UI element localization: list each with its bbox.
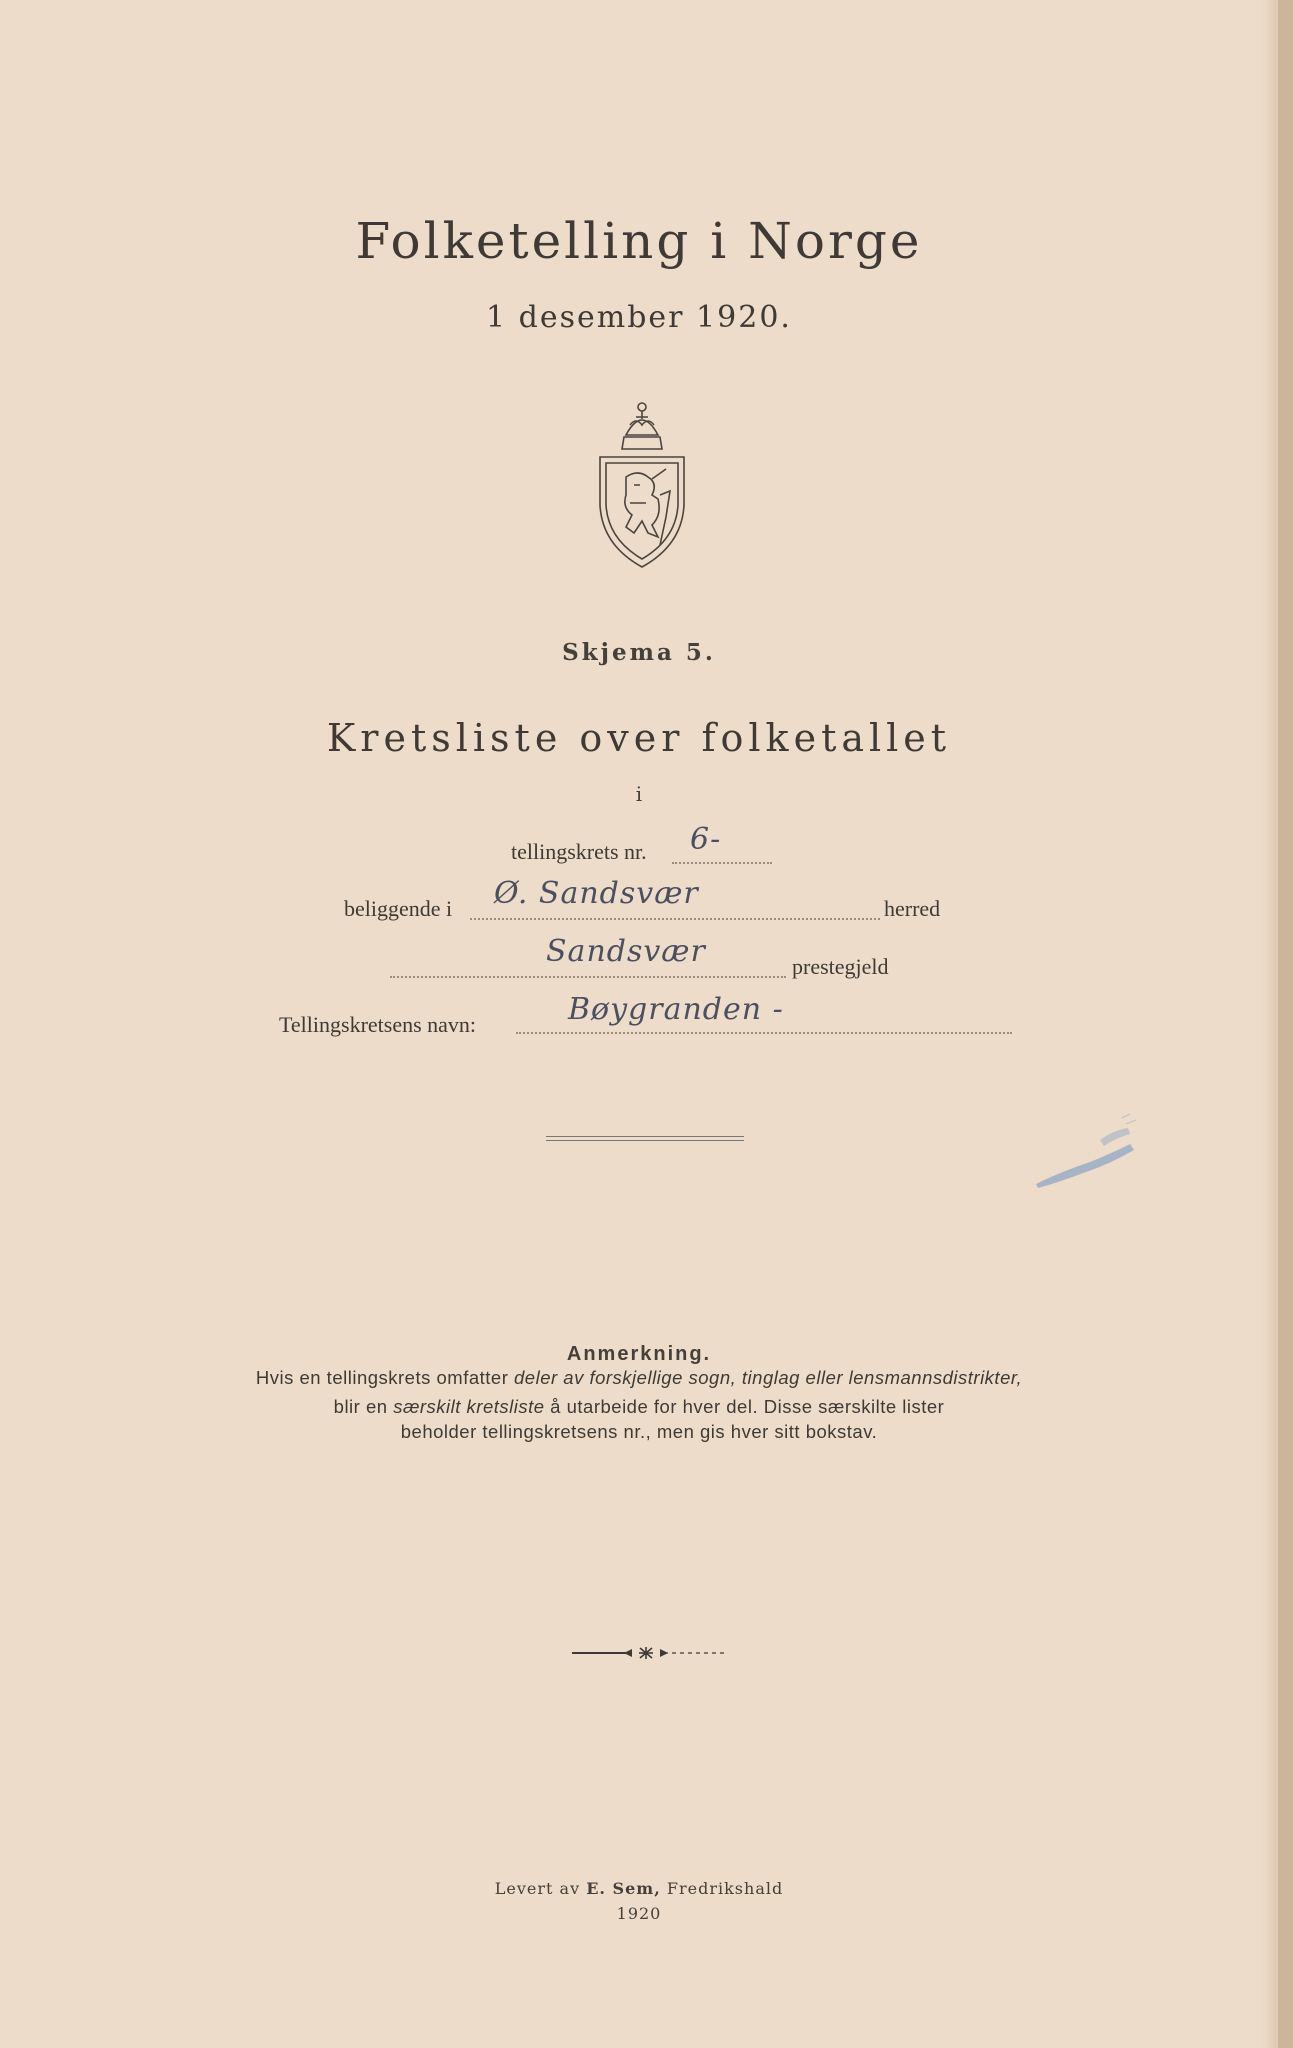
printer-prefix: Levert av bbox=[494, 1879, 587, 1898]
printer-year: 1920 bbox=[616, 1904, 662, 1923]
note-line-1-text: Hvis en tellingskrets omfatter bbox=[255, 1367, 515, 1388]
divider-bottom bbox=[546, 1140, 744, 1141]
census-date: 1 desember 1920. bbox=[486, 300, 792, 335]
printer-place: Fredrikshald bbox=[660, 1879, 784, 1898]
district-name-value[interactable]: Bøygranden - bbox=[568, 992, 784, 1027]
parish-value[interactable]: Sandsvær bbox=[546, 934, 706, 969]
note-title: Anmerkning. bbox=[566, 1343, 712, 1365]
note-line-2-emphasis: særskilt kretsliste bbox=[393, 1396, 545, 1417]
heading-conjunction: i bbox=[635, 782, 643, 806]
ornament-divider-icon bbox=[568, 1645, 728, 1661]
norwegian-coat-of-arms-icon bbox=[596, 395, 688, 570]
ink-stain-icon bbox=[1030, 1110, 1140, 1190]
printer-credit bbox=[0, 1879, 1278, 1898]
herred-label: herred bbox=[884, 896, 941, 921]
located-in-label: beliggende i bbox=[344, 896, 453, 921]
note-line-3: beholder tellingskretsens nr., men gis hver sitt bokstav. bbox=[400, 1421, 878, 1442]
district-number-line bbox=[672, 862, 772, 864]
district-name-line bbox=[516, 1032, 1012, 1034]
district-number-label: tellingskrets nr. bbox=[511, 839, 647, 864]
note-line-2-text: blir en bbox=[333, 1396, 394, 1417]
schema-number: Skjema 5. bbox=[562, 639, 716, 666]
note-line-2 bbox=[0, 1396, 1278, 1418]
district-name-label: Tellingskretsens navn: bbox=[279, 1012, 477, 1037]
page-title: Folketelling i Norge bbox=[355, 212, 923, 270]
parish-line bbox=[390, 976, 786, 978]
note-line-1-emphasis: deler av forskjellige sogn, tinglag eller lensmannsdistrikter, bbox=[514, 1367, 1023, 1388]
note-line-1 bbox=[0, 1367, 1278, 1389]
located-in-line bbox=[470, 918, 880, 920]
form-heading: Kretsliste over folketallet bbox=[326, 716, 952, 760]
divider-top bbox=[546, 1136, 744, 1137]
note-line-2-rest: å utarbeide for hver del. Disse særskilte lister bbox=[544, 1396, 945, 1417]
printer-name: E. Sem, bbox=[586, 1879, 661, 1898]
located-in-value[interactable]: Ø. Sandsvær bbox=[494, 876, 699, 911]
page-edge bbox=[1278, 0, 1293, 2048]
parish-label: prestegjeld bbox=[792, 954, 889, 979]
district-number-value[interactable]: 6- bbox=[690, 822, 722, 857]
